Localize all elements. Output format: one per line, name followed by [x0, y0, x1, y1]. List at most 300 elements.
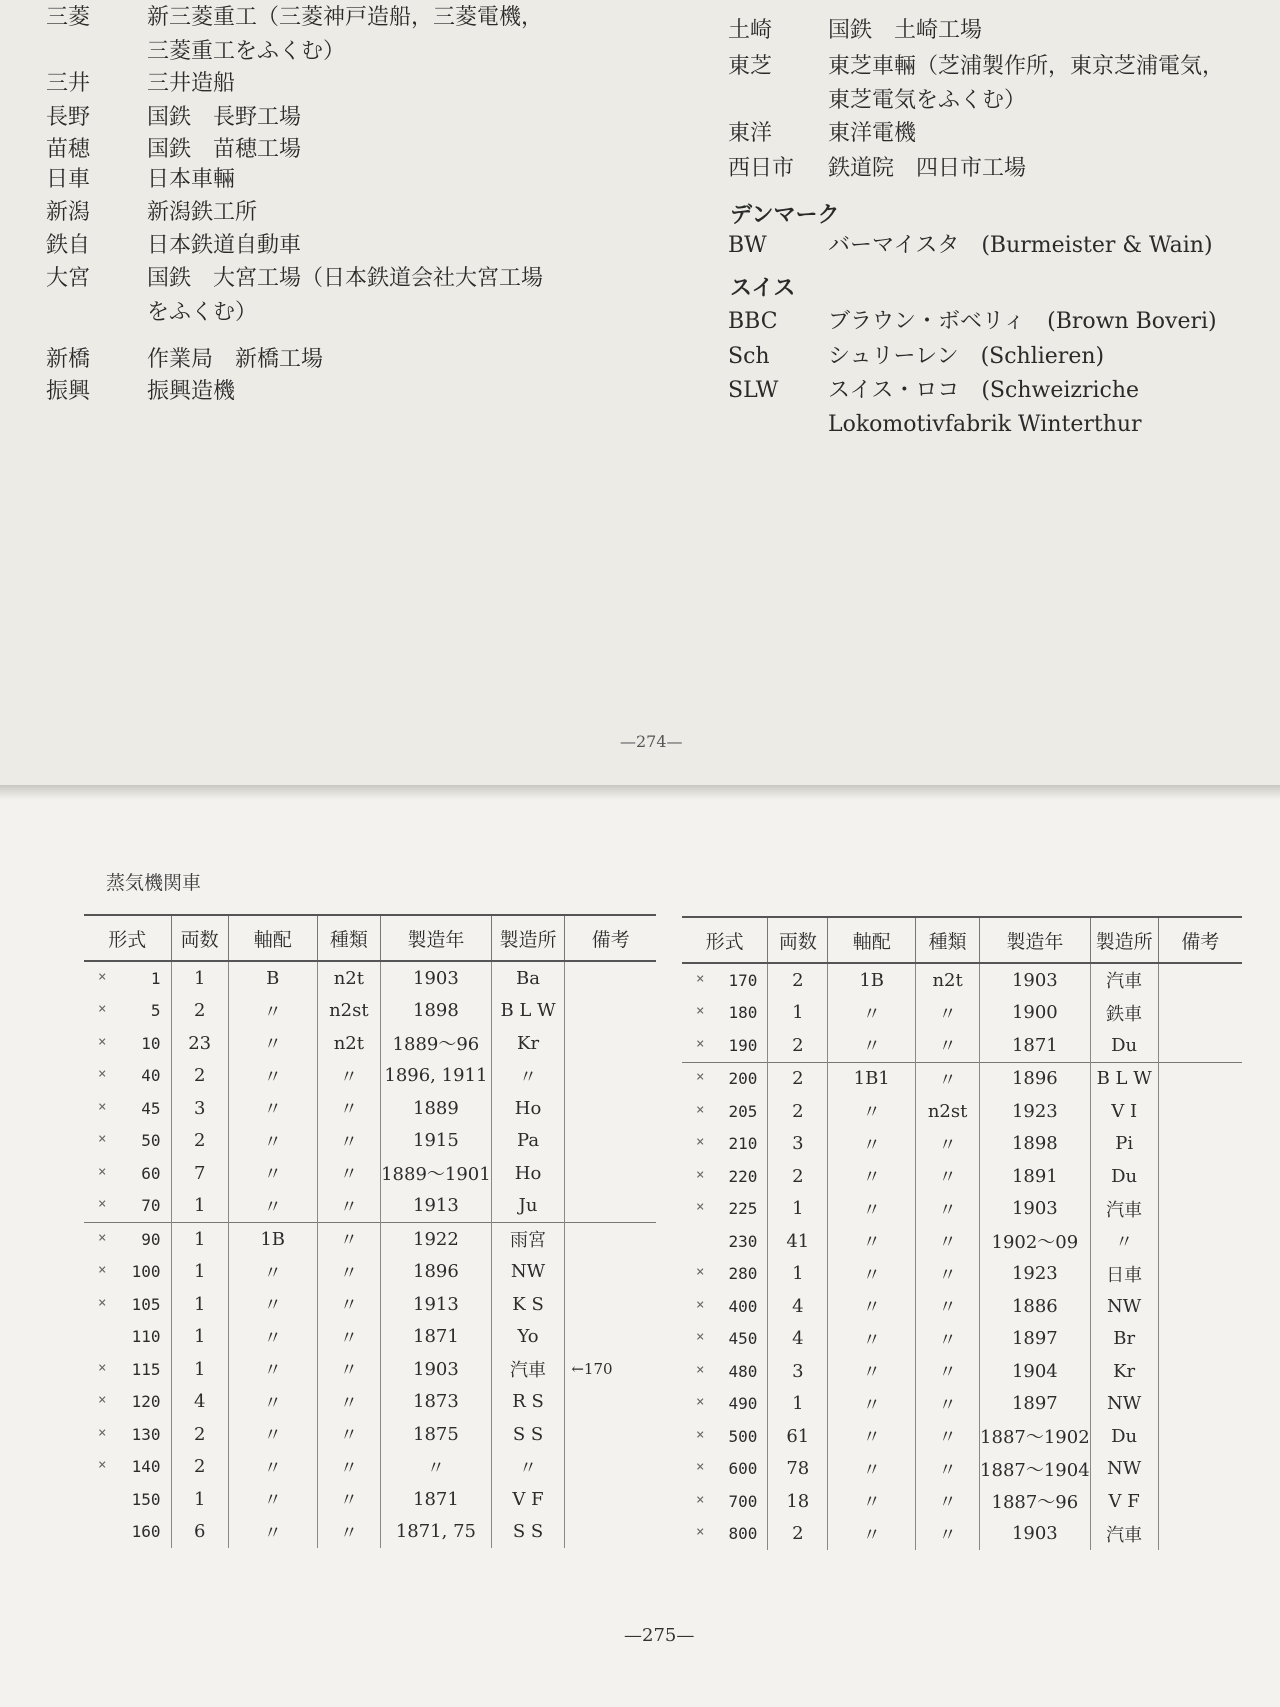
loco-table-right	[682, 916, 1242, 1550]
maker-abbr: 苗穂	[46, 137, 91, 162]
cell-count: 4	[768, 1290, 828, 1323]
scrapped-mark: ×	[98, 1262, 107, 1279]
cell-maker: NW	[1090, 1290, 1158, 1323]
cell-axle: 〃	[828, 1193, 916, 1226]
cell-note	[1158, 1518, 1242, 1551]
cell-type	[682, 1388, 768, 1421]
maker-name: 作業局 新橋工場	[147, 347, 324, 372]
cell-maker: Ju	[491, 1190, 565, 1223]
cell-maker: Kr	[1090, 1355, 1158, 1388]
cell-maker: 〃	[491, 1451, 565, 1484]
cell-type	[84, 1092, 171, 1125]
scrapped-mark: ×	[696, 1459, 705, 1476]
cell-note	[1158, 1453, 1242, 1486]
cell-axle: 〃	[228, 1256, 317, 1289]
cell-note	[1158, 1290, 1242, 1323]
cell-maker: 日車	[1090, 1258, 1158, 1291]
maker-abbr: 東芝	[728, 54, 773, 79]
cell-year: 1898	[381, 995, 492, 1028]
cell-note	[1158, 1420, 1242, 1453]
cell-year: 1897	[980, 1388, 1091, 1421]
maker-name: 新潟鉄工所	[147, 200, 258, 225]
cell-axle: 〃	[228, 1288, 317, 1321]
scrapped-mark: ×	[98, 1392, 107, 1409]
scrapped-mark: ×	[696, 1491, 705, 1508]
cell-count: 2	[171, 1451, 228, 1484]
cell-kind: 〃	[317, 1418, 381, 1451]
type-number: 230	[728, 1231, 758, 1251]
table-row	[682, 1258, 1242, 1291]
cell-note	[1158, 1485, 1242, 1518]
cell-count: 1	[171, 1353, 228, 1386]
scrapped-mark: ×	[98, 1294, 107, 1311]
cell-note	[565, 961, 656, 995]
cell-type	[84, 961, 171, 995]
previous-page	[0, 0, 1280, 785]
table-row	[682, 1062, 1242, 1095]
maker-abbr: BBC	[728, 309, 778, 334]
cell-year: 1923	[980, 1095, 1091, 1128]
cell-type	[682, 1225, 768, 1258]
maker-abbr: 鉄自	[46, 233, 91, 258]
cell-count: 41	[768, 1225, 828, 1258]
cell-axle: 〃	[228, 1157, 317, 1190]
cell-axle: 〃	[228, 1060, 317, 1093]
scrapped-mark: ×	[98, 968, 107, 985]
cell-note	[565, 1190, 656, 1223]
cell-count: 4	[768, 1323, 828, 1356]
maker-abbr: 三菱	[46, 5, 91, 30]
cell-count: 1	[768, 1193, 828, 1226]
cell-kind: 〃	[916, 1323, 980, 1356]
type-number: 45	[141, 1098, 161, 1118]
header-note: 備考	[1158, 917, 1242, 963]
cell-year: 1873	[381, 1386, 492, 1419]
cell-axle: 〃	[228, 1353, 317, 1386]
cell-axle: 〃	[228, 1027, 317, 1060]
maker-name: スイス・ロコ (Schweizriche	[828, 378, 1140, 403]
maker-name: 国鉄 長野工場	[147, 105, 302, 130]
cell-type	[84, 1223, 171, 1256]
table-row	[84, 1060, 656, 1093]
cell-year: 1922	[381, 1223, 492, 1256]
cell-type	[84, 1386, 171, 1419]
table-row	[682, 1485, 1242, 1518]
cell-kind: 〃	[916, 1258, 980, 1291]
maker-abbr: 三井	[46, 71, 91, 96]
cell-year: 1913	[381, 1288, 492, 1321]
cell-axle: 〃	[228, 1483, 317, 1516]
cell-count: 1	[171, 961, 228, 995]
header-count: 両数	[171, 915, 228, 961]
scrapped-mark: ×	[696, 1264, 705, 1281]
cell-maker: S S	[491, 1418, 565, 1451]
cell-note	[565, 1092, 656, 1125]
scrapped-mark: ×	[98, 1196, 107, 1213]
cell-type	[682, 1420, 768, 1453]
cell-axle: 〃	[228, 1125, 317, 1158]
cell-count: 1	[768, 1388, 828, 1421]
cell-note	[565, 1288, 656, 1321]
maker-abbr: 新潟	[46, 200, 91, 225]
cell-maker: K S	[491, 1288, 565, 1321]
cell-note	[1158, 1095, 1242, 1128]
maker-name: 東洋電機	[828, 121, 917, 146]
cell-note	[565, 1223, 656, 1256]
cell-axle: 〃	[228, 1386, 317, 1419]
cell-year: 1871	[381, 1483, 492, 1516]
cell-count: 2	[171, 1125, 228, 1158]
table-row	[682, 1160, 1242, 1193]
cell-note	[1158, 963, 1242, 997]
table-row	[682, 1225, 1242, 1258]
cell-axle: 〃	[828, 1258, 916, 1291]
header-maker: 製造所	[491, 915, 565, 961]
cell-type	[682, 1258, 768, 1291]
maker-abbr: 東洋	[728, 121, 773, 146]
cell-maker: R S	[491, 1386, 565, 1419]
cell-axle: 〃	[828, 1095, 916, 1128]
cell-kind: n2t	[317, 1027, 381, 1060]
cell-type	[84, 1027, 171, 1060]
cell-axle: 1B	[228, 1223, 317, 1256]
cell-count: 1	[171, 1483, 228, 1516]
type-number: 190	[728, 1035, 758, 1055]
type-number: 225	[728, 1199, 758, 1219]
cell-kind: 〃	[317, 1092, 381, 1125]
type-number: 210	[728, 1134, 758, 1154]
cell-kind: n2t	[317, 961, 381, 995]
cell-note	[1158, 997, 1242, 1030]
cell-count: 23	[171, 1027, 228, 1060]
cell-year: 1889	[381, 1092, 492, 1125]
cell-year: 1891	[980, 1160, 1091, 1193]
cell-note	[1158, 1258, 1242, 1291]
cell-axle: 〃	[828, 997, 916, 1030]
cell-axle: 〃	[828, 1355, 916, 1388]
cell-year: 1871	[381, 1321, 492, 1354]
table-row	[84, 1157, 656, 1190]
cell-kind: 〃	[317, 1483, 381, 1516]
cell-maker: Pa	[491, 1125, 565, 1158]
cell-note	[1158, 1323, 1242, 1356]
type-number: 70	[141, 1196, 161, 1216]
cell-kind: 〃	[317, 1386, 381, 1419]
cell-kind: 〃	[317, 1190, 381, 1223]
cell-year: 1904	[980, 1355, 1091, 1388]
maker-abbr: BW	[728, 233, 767, 258]
table-row	[682, 1420, 1242, 1453]
cell-kind: 〃	[317, 1516, 381, 1549]
cell-note	[1158, 1160, 1242, 1193]
cell-maker: 鉄車	[1090, 997, 1158, 1030]
table-row	[84, 1451, 656, 1484]
cell-kind: 〃	[916, 1420, 980, 1453]
cell-kind: 〃	[317, 1321, 381, 1354]
cell-type	[84, 1321, 171, 1354]
type-number: 700	[728, 1491, 758, 1511]
maker-abbr: 新橋	[46, 347, 91, 372]
scrapped-mark: ×	[696, 1296, 705, 1313]
cell-year: 1900	[980, 997, 1091, 1030]
cell-note	[1158, 1193, 1242, 1226]
table-row	[84, 1516, 656, 1549]
cell-kind: n2st	[916, 1095, 980, 1128]
cell-note	[565, 1386, 656, 1419]
cell-year: 1896, 1911	[381, 1060, 492, 1093]
maker-name: 東芝車輛（芝浦製作所，東京芝浦電気，	[828, 54, 1225, 79]
type-number: 450	[728, 1329, 758, 1349]
cell-note	[565, 1321, 656, 1354]
cell-year: 1871, 75	[381, 1516, 492, 1549]
header-axle: 軸配	[228, 915, 317, 961]
cell-note	[565, 1483, 656, 1516]
type-number: 10	[141, 1033, 161, 1053]
cell-type	[682, 1062, 768, 1095]
cell-year: 1903	[381, 1353, 492, 1386]
cell-maker: 〃	[491, 1060, 565, 1093]
cell-count: 1	[171, 1190, 228, 1223]
cell-axle: 〃	[828, 1290, 916, 1323]
cell-count: 1	[171, 1256, 228, 1289]
cell-kind: 〃	[317, 1060, 381, 1093]
table-row	[682, 1453, 1242, 1486]
cell-axle: 1B	[828, 963, 916, 997]
cell-note	[565, 1027, 656, 1060]
cell-note	[1158, 1029, 1242, 1062]
cell-note: ←170	[565, 1353, 656, 1386]
scrapped-mark: ×	[696, 1199, 705, 1216]
table-row	[84, 1256, 656, 1289]
cell-note	[1158, 1062, 1242, 1095]
cell-type	[682, 997, 768, 1030]
cell-kind: 〃	[317, 1223, 381, 1256]
cell-note	[1158, 1128, 1242, 1161]
type-number: 90	[141, 1229, 161, 1249]
header-kind: 種類	[916, 917, 980, 963]
cell-year: 1889～96	[381, 1027, 492, 1060]
header-maker: 製造所	[1090, 917, 1158, 963]
page-fold	[0, 785, 1280, 799]
cell-kind: 〃	[317, 1125, 381, 1158]
cell-count: 1	[768, 1258, 828, 1291]
maker-abbr: 日車	[46, 167, 91, 192]
scrapped-mark: ×	[696, 1134, 705, 1151]
cell-count: 2	[768, 1160, 828, 1193]
cell-kind: 〃	[916, 1388, 980, 1421]
cell-kind: n2st	[317, 995, 381, 1028]
cell-year: 1886	[980, 1290, 1091, 1323]
cell-kind: n2t	[916, 963, 980, 997]
country-heading: スイス	[730, 276, 796, 301]
type-number: 120	[131, 1392, 161, 1412]
cell-kind: 〃	[916, 1128, 980, 1161]
cell-kind: 〃	[317, 1288, 381, 1321]
table-row	[84, 1027, 656, 1060]
cell-year: 1871	[980, 1029, 1091, 1062]
cell-type	[682, 1323, 768, 1356]
cell-type	[682, 1453, 768, 1486]
cell-note	[565, 1125, 656, 1158]
cell-count: 3	[768, 1355, 828, 1388]
cell-type	[84, 1190, 171, 1223]
cell-count: 2	[768, 1029, 828, 1062]
cell-maker: 汽車	[1090, 963, 1158, 997]
maker-name: 振興造機	[147, 379, 236, 404]
cell-axle: 〃	[228, 1418, 317, 1451]
type-number: 100	[131, 1262, 161, 1282]
cell-count: 1	[768, 997, 828, 1030]
cell-year: 1875	[381, 1418, 492, 1451]
type-number: 205	[728, 1101, 758, 1121]
cell-maker: 汽車	[1090, 1193, 1158, 1226]
cell-year: 〃	[381, 1451, 492, 1484]
cell-type	[84, 1288, 171, 1321]
cell-note	[565, 1418, 656, 1451]
cell-count: 6	[171, 1516, 228, 1549]
maker-abbr: 大宮	[46, 266, 91, 291]
cell-kind: 〃	[317, 1451, 381, 1484]
cell-axle: 〃	[828, 1453, 916, 1486]
cell-axle: 〃	[228, 995, 317, 1028]
cell-year: 1896	[980, 1062, 1091, 1095]
cell-count: 2	[171, 1060, 228, 1093]
table-row	[682, 1095, 1242, 1128]
scrapped-mark: ×	[696, 1361, 705, 1378]
cell-axle: 〃	[828, 1029, 916, 1062]
cell-axle: B	[228, 961, 317, 995]
cell-axle: 〃	[828, 1420, 916, 1453]
table-row	[84, 1418, 656, 1451]
cell-axle: 〃	[828, 1160, 916, 1193]
table-row	[682, 1290, 1242, 1323]
maker-name: バーマイスタ (Burmeister & Wain)	[828, 233, 1213, 258]
cell-year: 1887～1904	[980, 1453, 1091, 1486]
cell-type	[84, 1483, 171, 1516]
scrapped-mark: ×	[696, 970, 705, 987]
scrapped-mark: ×	[696, 1394, 705, 1411]
type-number: 480	[728, 1361, 758, 1381]
table-row	[682, 1193, 1242, 1226]
cell-type	[84, 1157, 171, 1190]
cell-count: 3	[768, 1128, 828, 1161]
header-note: 備考	[565, 915, 656, 961]
cell-maker: V I	[1090, 1095, 1158, 1128]
cell-maker: B L W	[491, 995, 565, 1028]
header-type: 形式	[682, 917, 768, 963]
cell-count: 1	[171, 1288, 228, 1321]
type-number: 490	[728, 1394, 758, 1414]
scrapped-mark: ×	[98, 1066, 107, 1083]
cell-count: 1	[171, 1223, 228, 1256]
cell-year: 1923	[980, 1258, 1091, 1291]
maker-name: をふくむ）	[147, 300, 258, 325]
cell-type	[682, 1160, 768, 1193]
cell-kind: 〃	[916, 1160, 980, 1193]
cell-year: 1903	[980, 1518, 1091, 1551]
cell-type	[682, 1485, 768, 1518]
cell-kind: 〃	[916, 1029, 980, 1062]
table-row	[682, 997, 1242, 1030]
table-row	[84, 1190, 656, 1223]
cell-count: 61	[768, 1420, 828, 1453]
cell-note	[1158, 1355, 1242, 1388]
cell-maker: V F	[491, 1483, 565, 1516]
maker-name: 鉄道院 四日市工場	[828, 156, 1027, 181]
cell-type	[84, 1451, 171, 1484]
table-row	[682, 963, 1242, 997]
cell-maker: Du	[1090, 1420, 1158, 1453]
type-number: 5	[150, 1001, 161, 1021]
cell-count: 2	[768, 1518, 828, 1551]
cell-maker: Kr	[491, 1027, 565, 1060]
header-kind: 種類	[317, 915, 381, 961]
maker-abbr: 西日市	[728, 156, 795, 181]
scrapped-mark: ×	[696, 1329, 705, 1346]
loco-table-left	[84, 914, 656, 1548]
cell-maker: 汽車	[1090, 1518, 1158, 1551]
maker-name: Lokomotivfabrik Winterthur	[828, 412, 1142, 437]
cell-axle: 〃	[828, 1128, 916, 1161]
cell-year: 1903	[381, 961, 492, 995]
cell-type	[84, 1516, 171, 1549]
cell-note	[565, 995, 656, 1028]
page-number-upper: —274—	[620, 732, 683, 751]
table-row	[84, 1288, 656, 1321]
cell-axle: 〃	[228, 1451, 317, 1484]
cell-maker: Du	[1090, 1160, 1158, 1193]
cell-note	[565, 1516, 656, 1549]
cell-maker: NW	[1090, 1453, 1158, 1486]
cell-kind: 〃	[916, 1518, 980, 1551]
type-number: 50	[141, 1131, 161, 1151]
cell-type	[682, 1029, 768, 1062]
cell-type	[682, 1128, 768, 1161]
country-heading: デンマーク	[730, 203, 840, 228]
cell-axle: 〃	[828, 1388, 916, 1421]
cell-axle: 〃	[228, 1190, 317, 1223]
type-number: 200	[728, 1069, 758, 1089]
cell-note	[1158, 1388, 1242, 1421]
maker-name: 三菱重工をふくむ）	[147, 39, 346, 64]
cell-kind: 〃	[916, 1193, 980, 1226]
cell-note	[565, 1060, 656, 1093]
maker-abbr: SLW	[728, 378, 779, 403]
cell-axle: 〃	[228, 1321, 317, 1354]
table-row	[682, 1128, 1242, 1161]
cell-maker: B L W	[1090, 1062, 1158, 1095]
cell-kind: 〃	[317, 1353, 381, 1386]
cell-year: 1896	[381, 1256, 492, 1289]
scrapped-mark: ×	[696, 1069, 705, 1086]
type-number: 115	[131, 1359, 161, 1379]
cell-axle: 〃	[228, 1516, 317, 1549]
cell-type	[84, 1125, 171, 1158]
type-number: 220	[728, 1166, 758, 1186]
cell-type	[84, 1418, 171, 1451]
table-row	[84, 1223, 656, 1256]
maker-name: 三井造船	[147, 71, 236, 96]
table-header-row	[682, 917, 1242, 963]
scrapped-mark: ×	[696, 1003, 705, 1020]
cell-year: 1889～1901	[381, 1157, 492, 1190]
header-count: 両数	[768, 917, 828, 963]
type-number: 60	[141, 1163, 161, 1183]
maker-abbr: 振興	[46, 379, 91, 404]
cell-axle: 1B1	[828, 1062, 916, 1095]
cell-count: 78	[768, 1453, 828, 1486]
cell-kind: 〃	[916, 997, 980, 1030]
